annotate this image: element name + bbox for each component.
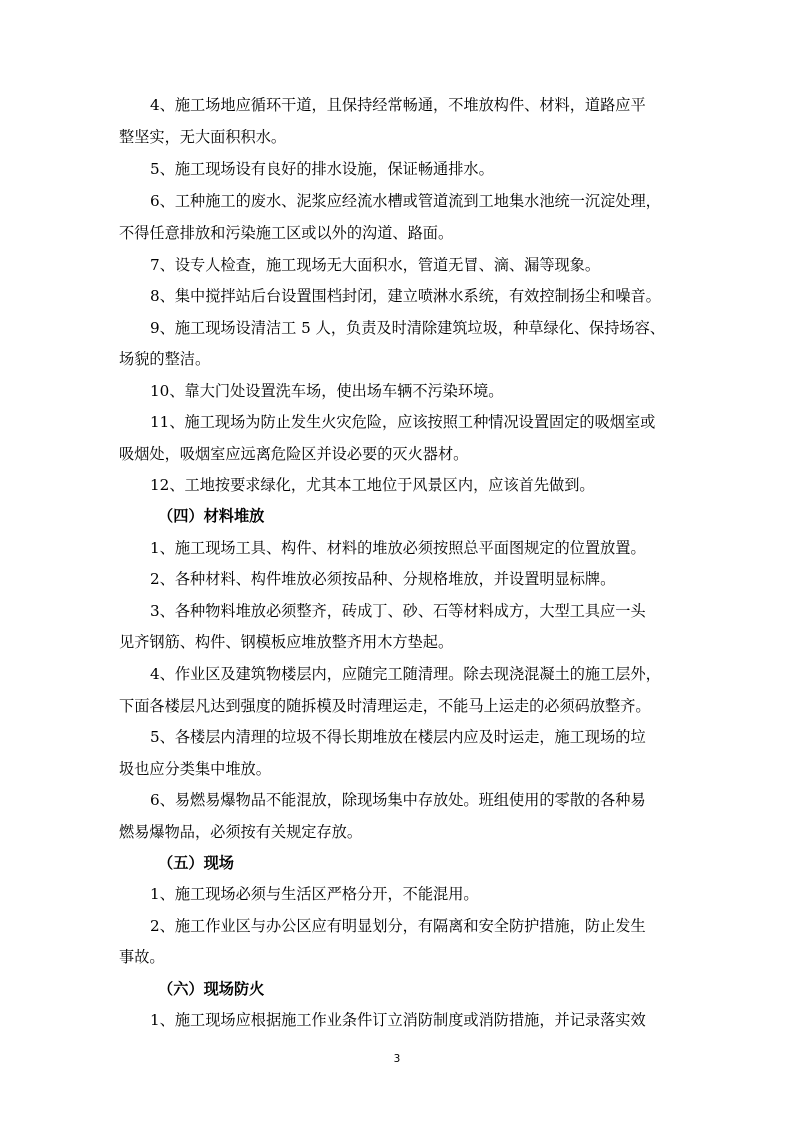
paragraph-line: 11、施工现场为防止发生火灾危险，应该按照工种情况设置固定的吸烟室或 [150,413,656,431]
section-heading: （五）现场 [158,854,234,872]
paragraph-line: 1、施工现场必须与生活区严格分开，不能混用。 [150,885,479,903]
paragraph-line: 燃易爆物品，必须按有关规定存放。 [119,823,362,841]
section-heading: （六）现场防火 [158,980,265,998]
paragraph-line: 吸烟处，吸烟室应远离危险区并设必要的灭火器材。 [119,445,469,463]
paragraph-line: 10、靠大门处设置洗车场，使出场车辆不污染环境。 [150,382,504,400]
paragraph-line: 12、工地按要求绿化，尤其本工地位于风景区内，应该首先做到。 [150,476,595,494]
paragraph-line: 6、易燃易爆物品不能混放，除现场集中存放处。班组使用的零散的各种易 [150,791,646,809]
paragraph-line: 2、施工作业区与办公区应有明显划分，有隔离和安全防护措施，防止发生 [150,917,646,935]
paragraph-line: 3、各种物料堆放必须整齐，砖成丁、砂、石等材料成方，大型工具应一头 [150,602,646,620]
paragraph-line: 4、作业区及建筑物楼层内，应随完工随清理。除去现浇混凝土的施工层外， [150,665,661,683]
paragraph-line: 整坚实，无大面积积水。 [119,128,287,146]
paragraph-line: 2、各种材料、构件堆放必须按品种、分规格堆放，并设置明显标牌。 [150,570,616,588]
paragraph-line: 8、集中搅拌站后台设置围档封闭，建立喷淋水系统，有效控制扬尘和噪音。 [150,287,661,305]
section-heading: （四）材料堆放 [158,507,265,525]
paragraph-line: 1、施工现场工具、构件、材料的堆放必须按照总平面图规定的位置放置。 [150,539,646,557]
paragraph-line: 事故。 [119,948,165,966]
paragraph-line: 圾也应分类集中堆放。 [119,760,271,778]
paragraph-line: 见齐钢筋、构件、钢模板应堆放整齐用木方垫起。 [119,633,454,651]
paragraph-line: 5、各楼层内清理的垃圾不得长期堆放在楼层内应及时运走，施工现场的垃 [150,728,646,746]
paragraph-line: 场貌的整洁。 [119,350,211,368]
paragraph-line: 7、设专人检查，施工现场无大面积水，管道无冒、滴、漏等现象。 [150,256,601,274]
paragraph-line: 5、施工现场设有良好的排水设施，保证畅通排水。 [150,160,494,178]
page-number: 3 [393,1053,401,1065]
paragraph-line: 不得任意排放和污染施工区或以外的沟道、路面。 [119,224,454,242]
paragraph-line: 下面各楼层凡达到强度的随拆模及时清理运走，不能马上运走的必须码放整齐。 [119,697,651,715]
paragraph-line: 4、施工场地应循环干道，且保持经常畅通，不堆放构件、材料，道路应平 [150,96,646,114]
paragraph-line: 6、工种施工的废水、泥浆应经流水槽或管道流到工地集水池统一沉淀处理， [150,192,661,210]
paragraph-line: 9、施工现场设清洁工 5 人，负责及时清除建筑垃圾，种草绿化、保持场容、 [150,319,665,337]
paragraph-line: 1、施工现场应根据施工作业条件订立消防制度或消防措施，并记录落实效 [150,1011,646,1029]
